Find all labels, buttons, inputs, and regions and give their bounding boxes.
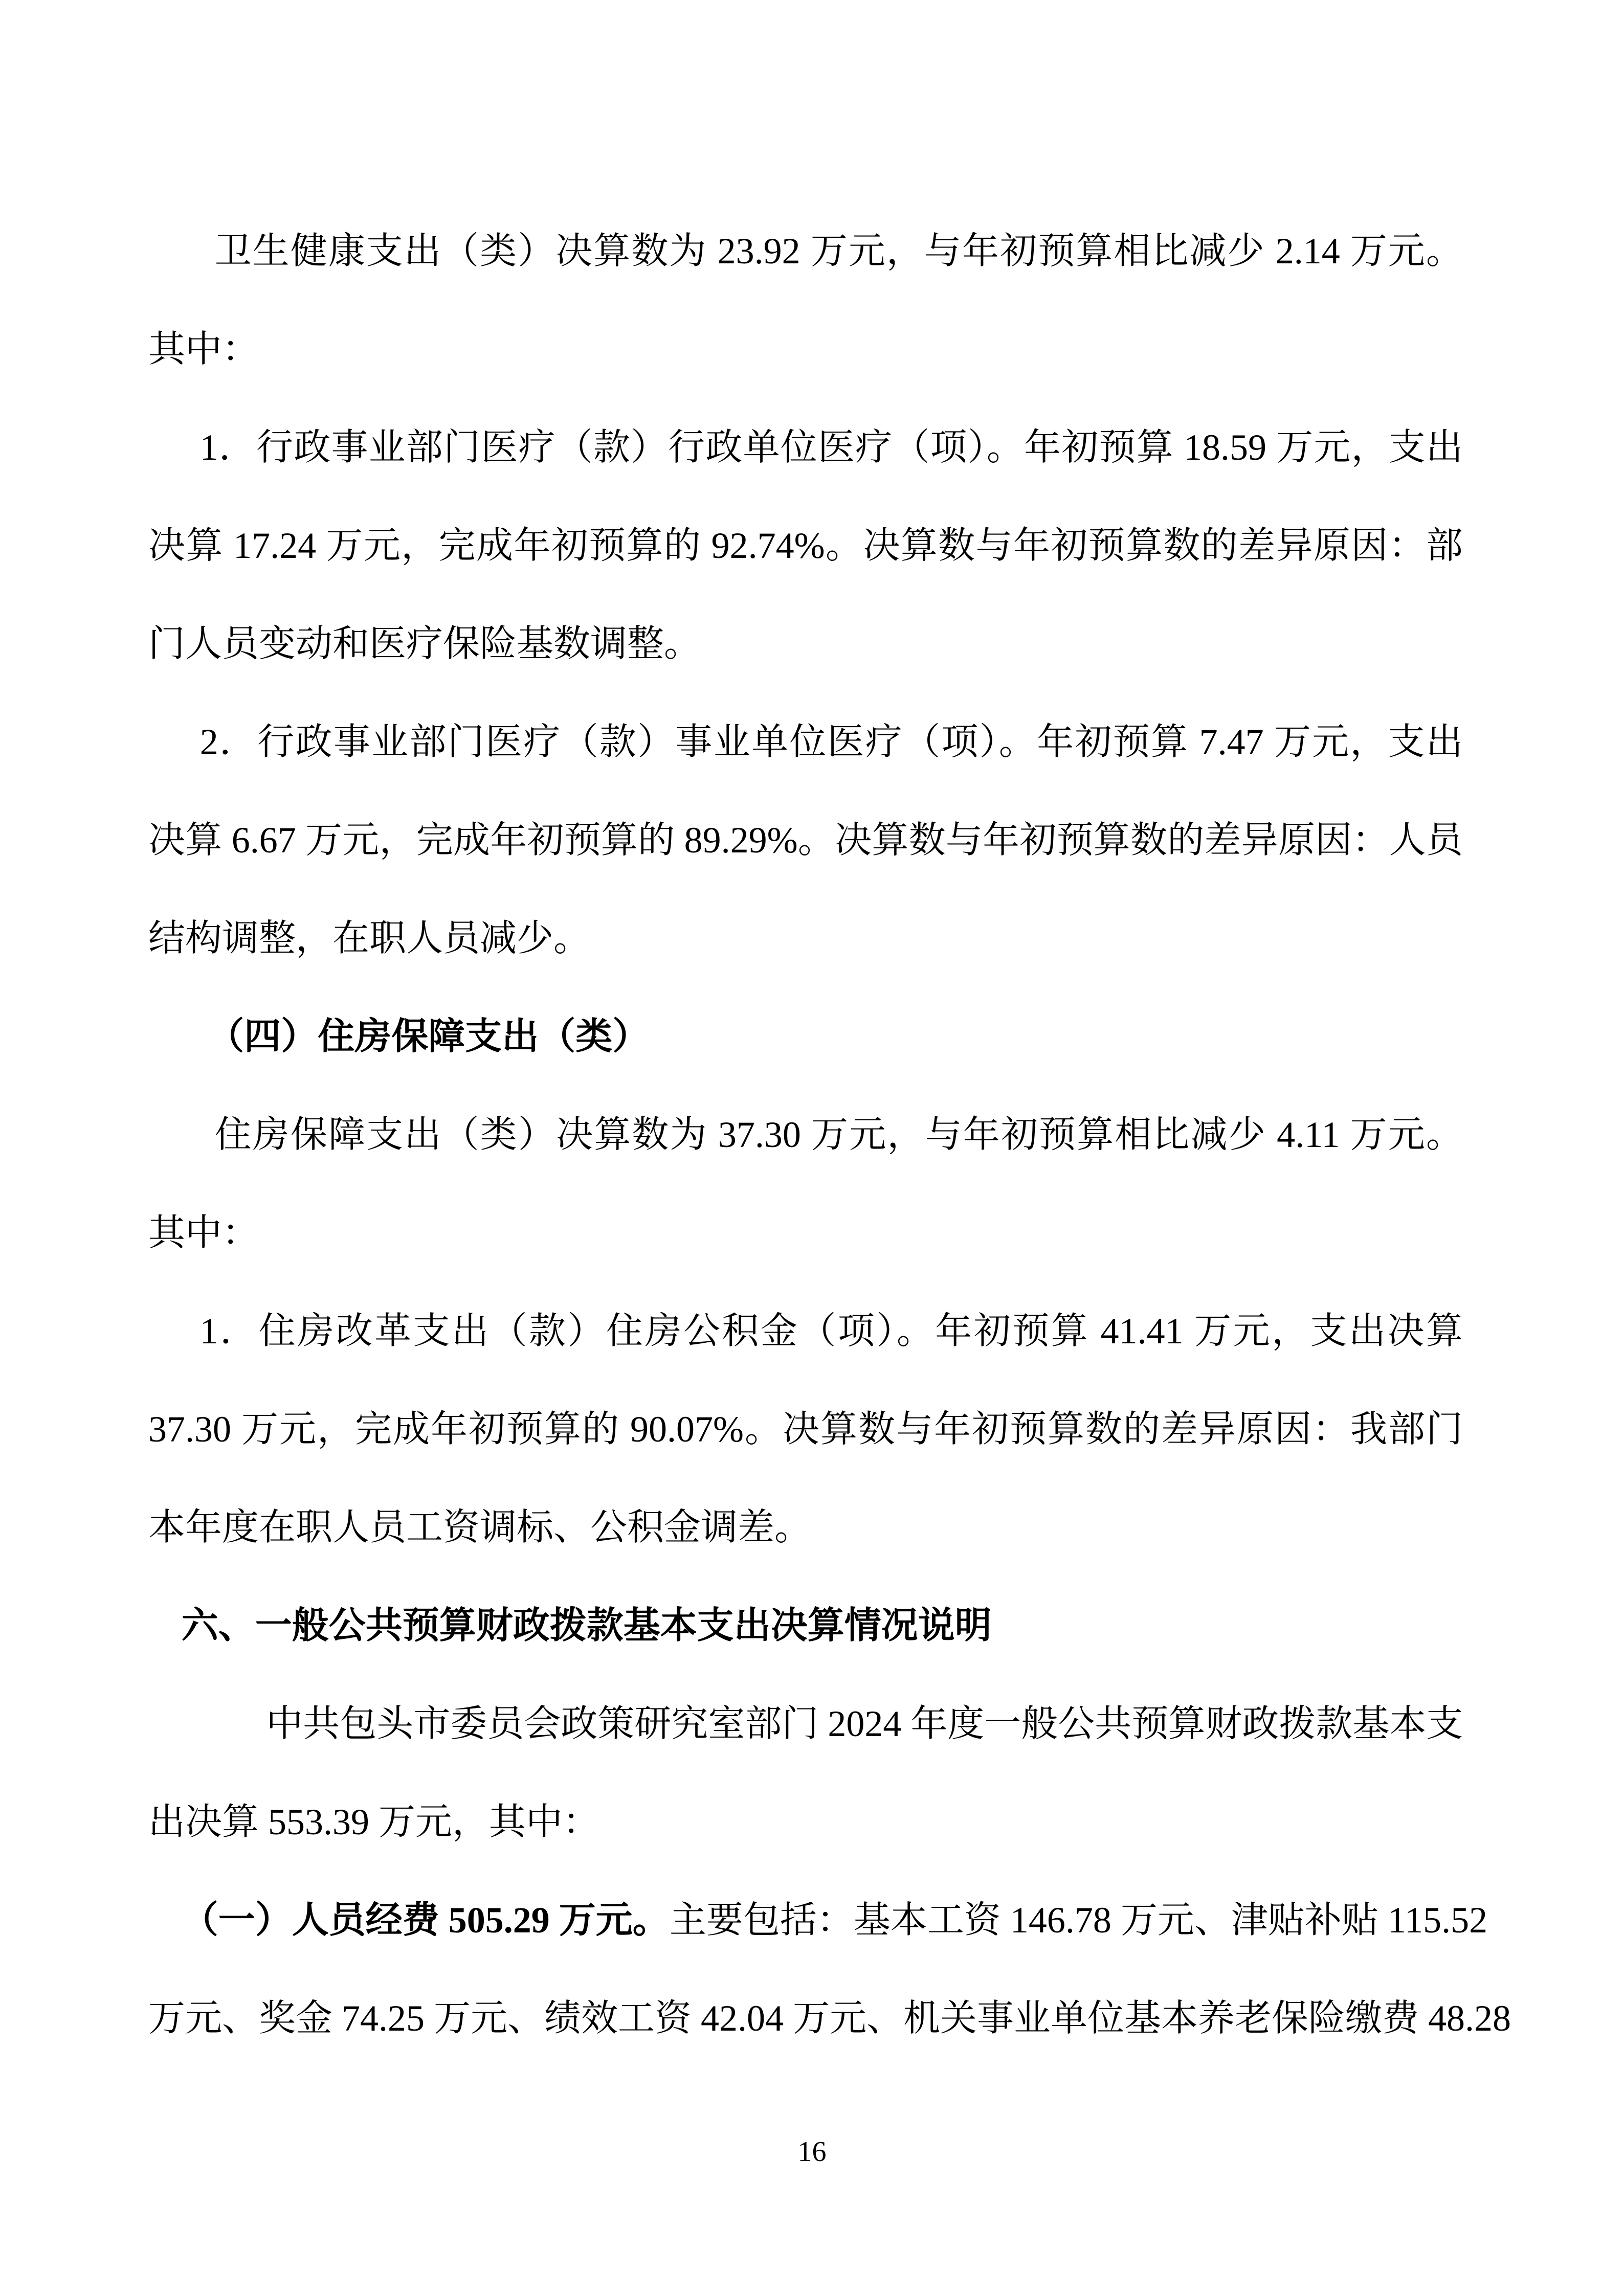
text-line: 出决算 553.39 万元，其中： (148, 1802, 600, 1842)
text-line: 住房保障支出（类）决算数为 37.30 万元，与年初预算相比减少 4.11 万元。 (214, 1114, 1463, 1155)
paragraph-institution-unit-medical (148, 693, 1463, 987)
text-line: 1．住房改革支出（款）住房公积金（项）。年初预算 41.41 万元，支出决算 (199, 1311, 1463, 1352)
text-line (148, 1871, 1488, 1969)
text-line: 结构调整，在职人员减少。 (148, 918, 591, 959)
text-line: 2．行政事业部门医疗（款）事业单位医疗（项）。年初预算 7.47 万元，支出 (199, 722, 1463, 762)
text-line: 卫生健康支出（类）决算数为 23.92 万元，与年初预算相比减少 2.14 万元。 (214, 231, 1463, 272)
heading-housing-expenditure: （四）住房保障支出（类） (207, 1016, 650, 1057)
text-line: 1．行政事业部门医疗（款）行政单位医疗（项）。年初预算 18.59 万元，支出 (199, 427, 1463, 468)
text-line: 万元、奖金 74.25 万元、绩效工资 42.04 万元、机关事业单位基本养老保险缴费 48.28 (148, 1998, 1511, 2039)
text-line: 其中： (148, 1212, 259, 1253)
text-line: 37.30 万元，完成年初预算的 90.07%。决算数与年初预算数的差异原因：我部门 (148, 1409, 1463, 1450)
paragraph-admin-unit-medical (148, 398, 1463, 693)
heading-basic-expenditure: 六、一般公共预算财政拨款基本支出决算情况说明 (181, 1605, 992, 1646)
paragraph-basic-expenditure (148, 1675, 1463, 1871)
paragraph-housing-expenditure (148, 1086, 1463, 1282)
text-line: 门人员变动和医疗保险基数调整。 (148, 623, 701, 664)
text-line: 决算 17.24 万元，完成年初预算的 92.74%。决算数与年初预算数的差异原因：部 (148, 525, 1463, 566)
paragraph-personnel-expense (148, 1871, 1511, 2067)
personnel-expense-detail: 主要包括：基本工资 146.78 万元、津贴补贴 115.52 (669, 1900, 1488, 1941)
paragraph-health-expenditure (148, 202, 1463, 398)
personnel-expense-bold-lead: （一）人员经费 505.29 万元。 (181, 1900, 670, 1941)
text-line: 本年度在职人员工资调标、公积金调差。 (148, 1507, 812, 1548)
paragraph-housing-fund (148, 1282, 1463, 1577)
page-number: 16 (797, 2136, 827, 2168)
text-line: 决算 6.67 万元，完成年初预算的 89.29%。决算数与年初预算数的差异原因：人员 (148, 820, 1463, 861)
text-line: 其中： (148, 329, 259, 370)
text-line: 中共包头市委员会政策研究室部门 2024 年度一般公共预算财政拨款基本支 (266, 1703, 1463, 1744)
